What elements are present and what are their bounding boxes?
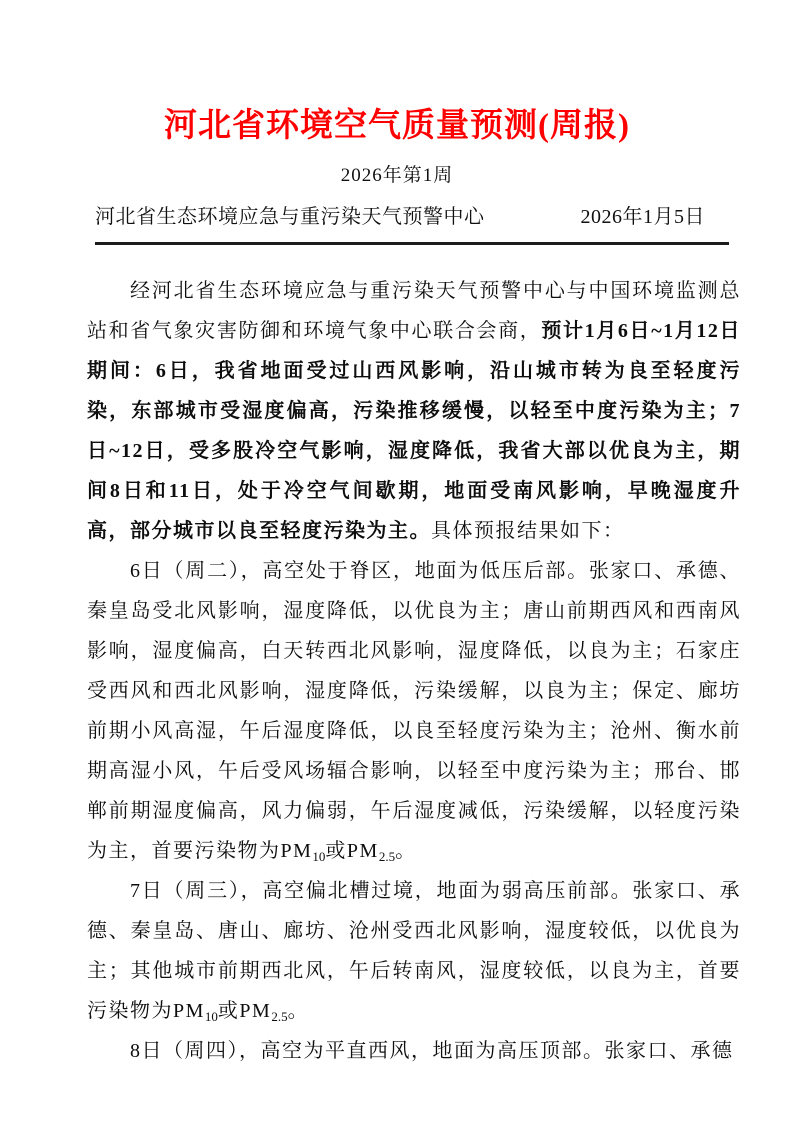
document-body <box>87 271 741 1071</box>
body-text: 7日（周三），高空偏北槽过境，地面为弱高压前部。张家口、承德、秦皇岛、唐山、廊坊、沧州受西北风影响，湿度较低，以优良为主；其他城市前期西北风，午后转南风，湿度较低，以良为主，首要污染物为 <box>87 880 741 1022</box>
body-text: 经河北省生态环境应急与重污染天气预警中心与中国环境监测总站和省气象灾害防御和环境气象中心联合会商， <box>87 280 741 342</box>
body-text: PM <box>346 840 379 862</box>
header-divider <box>95 242 729 245</box>
byline-row <box>95 204 705 230</box>
pollutant-subscript: 2.5 <box>271 1009 288 1024</box>
body-text: 8日（周四），高空为平直西风，地面为高压顶部。张家口、承德 <box>130 1040 734 1062</box>
body-paragraph <box>87 871 741 1031</box>
body-text: PM <box>173 1000 205 1022</box>
body-text: 。 <box>287 1000 310 1022</box>
body-paragraph <box>87 1031 741 1071</box>
pollutant-subscript: 10 <box>204 1009 218 1024</box>
body-text: 6日（周二），高空处于脊区，地面为低压后部。张家口、承德、秦皇岛受北风影响，湿度降低，以优良为主；唐山前期西风和西南风影响，湿度偏高，白天转西北风影响，湿度降低，以良为主；石家庄受西风和西北风影响，湿度降低，污染缓解，以良为主；保定、廊坊前期小风高湿，午后湿度降低，以良至轻度污染为主；沧州、衡水前期高湿小风，午后受风场辐合影响，以轻至中度污染为主；邢台、邯郸前期湿度偏高，风力偏弱，午后湿度减低，污染缓解，以轻度污染为主，首要污染物为 <box>87 560 741 862</box>
pollutant-subscript: 2.5 <box>378 849 396 864</box>
body-text: 。 <box>395 840 417 862</box>
forecast-summary-bold-text: 预计1月6日~1月12日期间：6日，我省地面受过山西风影响，沿山城市转为良至轻度污染，东部城市受湿度偏高，污染推移缓慢，以轻至中度污染为主；7日~12日，受多股冷空气影响，湿度降低，我省大部以优良为主，期间8日和11日，处于冷空气间歇期，地面受南风影响，早晚湿度升高，部分城市以良至轻度污染为主。 <box>87 320 742 542</box>
body-text: 具体预报结果如下： <box>431 520 625 542</box>
issue-date: 2026年1月5日 <box>580 206 705 228</box>
body-paragraph <box>87 551 741 871</box>
page-title: 河北省环境空气质量预测(周报) <box>164 108 630 144</box>
issuer-name: 河北省生态环境应急与重污染天气预警中心 <box>95 206 485 228</box>
body-text: 或 <box>325 840 347 862</box>
body-text: PM <box>280 840 313 862</box>
pollutant-subscript: 10 <box>312 849 326 864</box>
body-text: 或 <box>217 1000 240 1022</box>
body-paragraph <box>87 271 741 551</box>
body-text: PM <box>239 1000 272 1022</box>
week-subtitle: 2026年第1周 <box>340 165 454 186</box>
